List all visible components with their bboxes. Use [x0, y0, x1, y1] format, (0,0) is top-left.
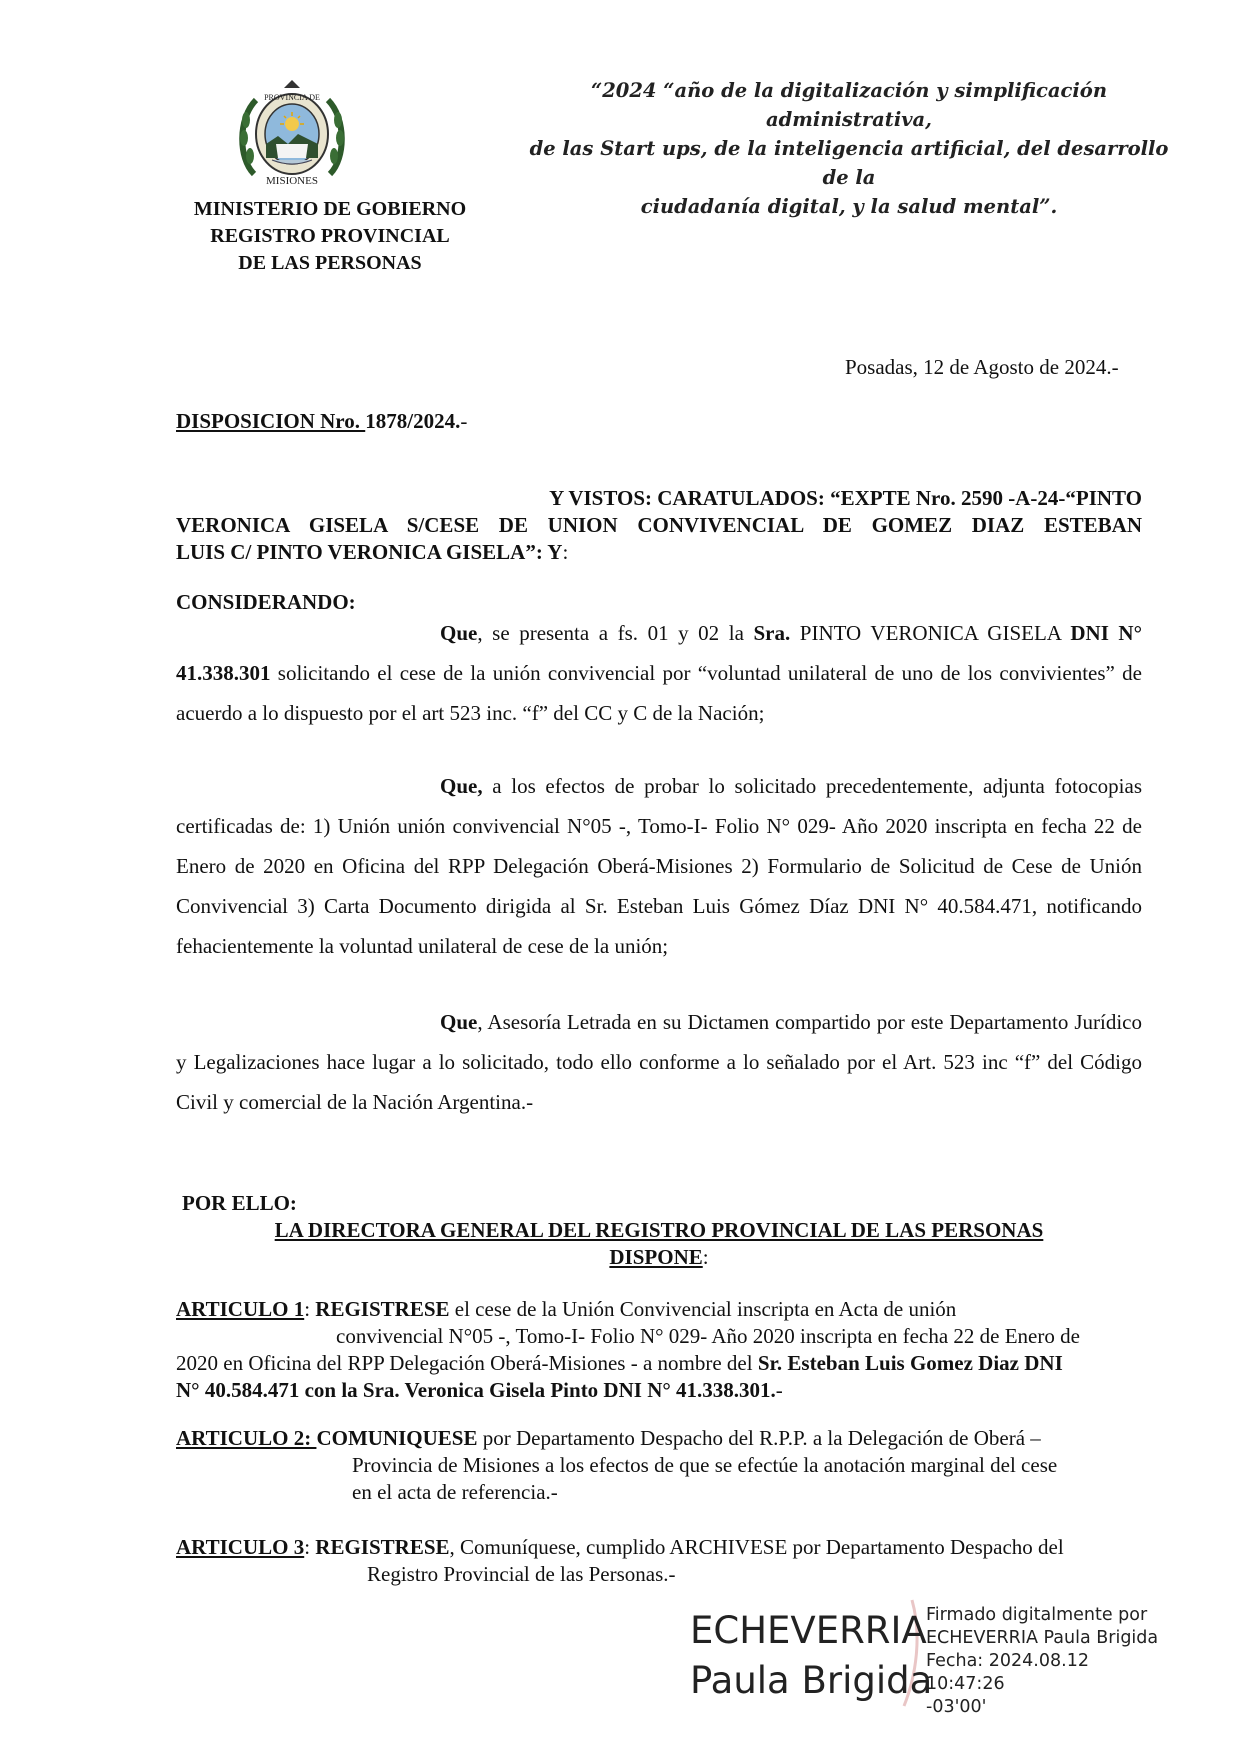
art1-label: ARTICULO 1 [176, 1297, 305, 1321]
art1-line-1 [176, 1296, 1142, 1323]
por-ello: POR ELLO: [182, 1191, 297, 1215]
signature-detail-line: ECHEVERRIA Paula Brigida [926, 1628, 1159, 1648]
p1-dni-label: DNI N° [1070, 621, 1142, 645]
art2-comuniquese: COMUNIQUESE [316, 1426, 478, 1450]
art2-line-3: en el acta de referencia.- [352, 1480, 558, 1504]
vistos-line-2: VERONICA GISELA S/CESE DE UNION CONVIVENCIAL DE GOMEZ DIAZ ESTEBAN [176, 513, 1142, 537]
p2-text: a los efectos de probar lo solicitado precedentemente, adjunta fotocopias certificadas de: 1) Unión unión convivencial N°05 -, Tomo-I- Folio N° 029- Año 2020 inscripta en fecha 22 de Enero de 2020 en Oficina del RPP Delegación Oberá-Misiones 2) Formulario de Solicitud de Cese de Unión Convivencial 3) Carta Documento dirigida al Sr. Esteban Luis Gómez Díaz DNI N° 40.584.471, notificando fehacientemente la voluntad unilateral de cese de la unión; [176, 774, 1142, 958]
art2-label: ARTICULO 2: [176, 1426, 317, 1450]
art2-line-2: Provincia de Misiones a los efectos de que se efectúe la anotación marginal del cese [352, 1453, 1058, 1477]
art1-colon: : [304, 1297, 316, 1321]
seal-bottom-text: MISIONES [266, 175, 318, 187]
signature-details [926, 1604, 1166, 1719]
ministry-line: MINISTERIO DE GOBIERNO [193, 198, 467, 220]
signer-name-line-2: Paula Brigida [690, 1659, 933, 1702]
ministry-line: REGISTRO PROVINCIAL [210, 225, 450, 247]
signer-name-line-1: ECHEVERRIA [690, 1609, 927, 1652]
vistos-line-3 [176, 539, 1142, 566]
art1-line-3 [176, 1350, 1142, 1377]
slogan-line: de las Start ups, de la inteligencia artificial, del desarrollo de la [529, 137, 1169, 189]
art1-line-2: convivencial N°05 -, Tomo-I- Folio N° 029- Año 2020 inscripta en fecha 22 de Enero de [336, 1324, 1080, 1348]
disposicion-number [176, 409, 467, 434]
considerando-paragraph-2 [176, 766, 1142, 966]
date-line: Posadas, 12 de Agosto de 2024.- [845, 355, 1119, 379]
p3-text: , Asesoría Letrada en su Dictamen compartido por este Departamento Jurídico y Legalizaciones hace lugar a lo solicitado, todo ello conforme a lo señalado por el Art. 523 inc “f” del Código Civil y comercial de la Nación Argentina.- [176, 1010, 1142, 1114]
p1-text-3: solicitando el cese de la unión convivencial por “voluntad unilateral de uno de los convivientes” de acuerdo a lo dispuesto por el art 523 inc. “f” del CC y C de la Nación; [176, 661, 1142, 725]
directora-heading: LA DIRECTORA GENERAL DEL REGISTRO PROVINCIAL DE LAS PERSONAS [274, 1218, 1044, 1242]
art2-line-1 [176, 1425, 1142, 1452]
dispone-colon: : [702, 1245, 709, 1269]
p1-sra: Sra. [753, 621, 791, 645]
que-2: Que, [440, 774, 483, 798]
ministry-line: DE LAS PERSONAS [238, 252, 422, 274]
art1-line-4-tail: - [775, 1378, 783, 1402]
art1-line-3-plain: 2020 en Oficina del RPP Delegación Oberá-Misiones - a nombre del [176, 1351, 758, 1375]
art3-line-2: Registro Provincial de las Personas.- [367, 1562, 676, 1586]
p1-dni: 41.338.301 [176, 661, 271, 685]
vistos-line-1: Y VISTOS: CARATULADOS: “EXPTE Nro. 2590 -A-24-“PINTO [549, 486, 1142, 510]
disposicion-label: DISPOSICION Nro. [176, 409, 366, 433]
art3-registrese: REGISTRESE [315, 1535, 450, 1559]
vistos-block [176, 485, 1142, 566]
signature-detail-line: Firmado digitalmente por [926, 1605, 1148, 1625]
art3-label: ARTICULO 3 [176, 1535, 305, 1559]
dispone-heading [176, 1245, 1142, 1270]
art1-registrese: REGISTRESE [315, 1297, 450, 1321]
signature-detail-line: Fecha: 2024.08.12 10:47:26 [926, 1651, 1089, 1694]
que-1: Que [440, 621, 478, 645]
art1-line-4-bold: N° 40.584.471 con la Sra. Veronica Gisela Pinto DNI N° 41.338.301. [176, 1378, 776, 1402]
art1-line-4 [176, 1377, 1142, 1404]
considerando-paragraph-1 [176, 613, 1142, 733]
slogan [524, 76, 1174, 221]
ministry-heading [160, 196, 500, 277]
que-3: Que [440, 1010, 478, 1034]
disposicion-value: 1878/2024. [365, 409, 461, 433]
articulo-1 [176, 1296, 1142, 1404]
art1-line-3-bold: Sr. Esteban Luis Gomez Diaz DNI [757, 1351, 1063, 1375]
articulo-3 [176, 1534, 1142, 1588]
art3-line-1 [176, 1534, 1142, 1561]
seal-top-text: PROVINCIA DE [264, 93, 320, 102]
vistos-line-3-text: LUIS C/ PINTO VERONICA GISELA”: Y [176, 540, 563, 564]
signature-stamp [688, 1594, 1168, 1717]
disposicion-suffix: - [460, 409, 468, 433]
slogan-line: ciudadanía digital, y la salud mental”. [640, 195, 1058, 218]
articulo-2 [176, 1425, 1142, 1506]
p1-text-1: , se presenta a fs. 01 y 02 la [477, 621, 754, 645]
provincial-seal [232, 78, 352, 190]
vistos-line-3-tail: : [562, 540, 569, 564]
art1-line-1-rest: el cese de la Unión Convivencial inscripta en Acta de unión [449, 1297, 957, 1321]
art3-line-1-rest: , Comuníquese, cumplido ARCHIVESE por Departamento Despacho del [449, 1535, 1064, 1559]
signature-detail-line: -03'00' [926, 1697, 987, 1717]
art3-colon: : [304, 1535, 316, 1559]
p1-text-2: PINTO VERONICA GISELA [790, 621, 1071, 645]
dispone-word: DISPONE [609, 1245, 703, 1269]
considerando-paragraph-3 [176, 1002, 1142, 1122]
art2-line-1-rest: por Departamento Despacho del R.P.P. a la Delegación de Oberá – [477, 1426, 1041, 1450]
considerando-heading: CONSIDERANDO: [176, 590, 356, 614]
slogan-line: “2024 “año de la digitalización y simplificación administrativa, [590, 79, 1107, 131]
